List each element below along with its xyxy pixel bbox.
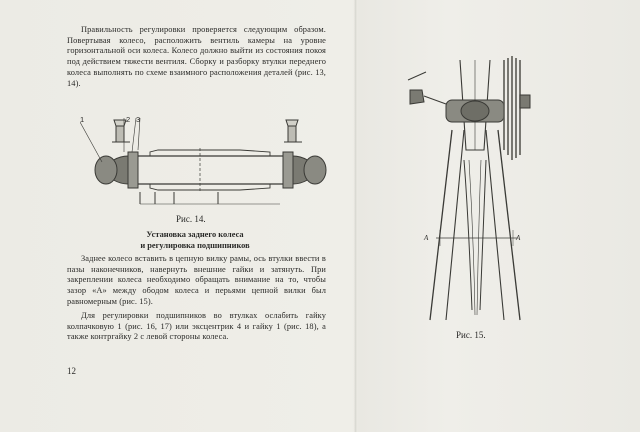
figure-14-label-2: 2	[126, 115, 131, 124]
page-gutter	[354, 0, 357, 432]
page-number: 12	[67, 366, 76, 376]
figure-14-caption: Рис. 14.	[176, 214, 206, 224]
figure-15-rear-fork-drawing	[400, 40, 550, 330]
figure-15-caption: Рис. 15.	[456, 330, 486, 340]
figure-14-label-1: 1	[80, 115, 85, 124]
paragraph-adjustment-check: Правильность регулировки проверяется следующим образом. Повертывая колесо, расположить вентиль камеры на уровне горизонтальной оси колеса. Колесо должно выйти из состояния покоя под действием тяжести вентиля. Сборку и разборку втулки переднего колеса выполнять по схеме взаимного расположения деталей (рис. 13, 14).	[67, 25, 326, 88]
figure-15-label-a-right: А	[516, 234, 521, 242]
section-heading-line-1: Установка заднего колеса	[146, 230, 244, 239]
figure-14-label-3: 3	[136, 115, 141, 124]
paragraph-rear-wheel-installation: Заднее колесо вставить в цепную вилку рамы, ось втулки ввести в пазы наконечников, навернуть внешние гайки и затянуть. При закреплении колеса необходимо обращать внимание на то, чтобы зазор «А» между ободом колеса и перьями цепной вилки был равномерным (рис. 15).	[67, 254, 326, 306]
section-heading-line-2: и регулировка подшипников	[140, 240, 250, 250]
section-heading	[100, 230, 290, 251]
figure-14-front-hub-drawing	[80, 112, 340, 212]
figure-15-label-a-left: А	[424, 234, 429, 242]
paragraph-bearing-adjustment: Для регулировки подшипников во втулках ослабить гайку колпачковую 1 (рис. 16, 17) или эксцентрик 4 и гайку 1 (рис. 18), а также контргайку 2 с левой стороны колеса.	[67, 311, 326, 342]
